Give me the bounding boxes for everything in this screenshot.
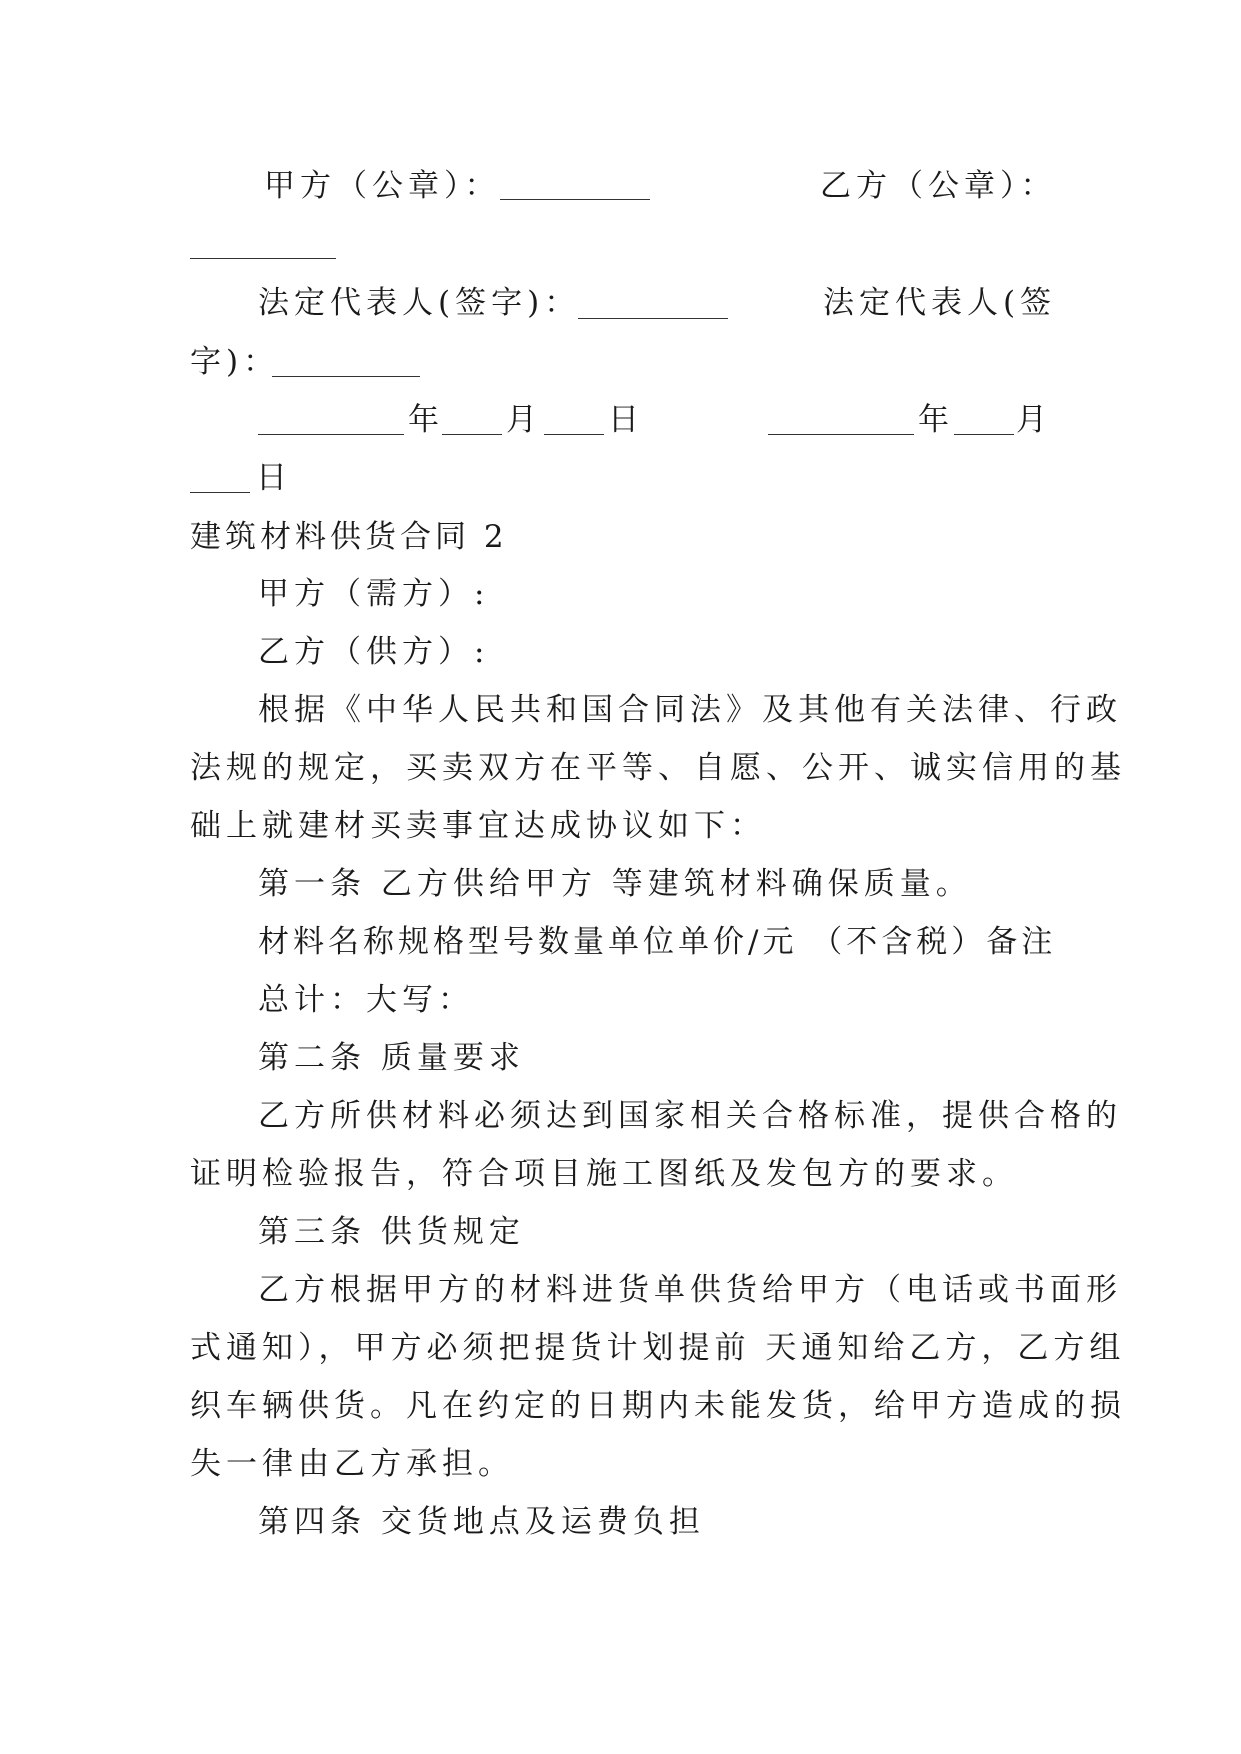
party-b-rep-label-2: 字)： (190, 344, 280, 380)
preamble-line-3: 础上就建材买卖事宜达成协议如下： (190, 808, 766, 844)
party-a-demand: 甲方（需方）: (258, 576, 490, 612)
party-b-supply: 乙方（供方）: (258, 634, 490, 670)
article-3-body-3: 织车辆供货。凡在约定的日期内未能发货，给甲方造成的损 (190, 1388, 1126, 1424)
party-a-rep-label: 法定代表人(签字)： (258, 285, 581, 321)
party-a-year-blank (258, 434, 404, 435)
party-a-rep-blank (578, 318, 728, 319)
party-a-day-label: 日 (608, 402, 644, 438)
party-a-seal-blank (500, 199, 650, 200)
article-4-heading: 第四条 交货地点及运费负担 (258, 1504, 705, 1540)
article-2-heading: 第二条 质量要求 (258, 1040, 525, 1076)
party-b-month-blank (954, 434, 1014, 435)
party-b-seal-label: 乙方（公章）： (820, 168, 1057, 204)
article-2-body-2: 证明检验报告，符合项目施工图纸及发包方的要求。 (190, 1156, 1018, 1192)
party-a-year-label: 年 (408, 402, 444, 438)
article-3-body-4: 失一律由乙方承担。 (190, 1446, 514, 1482)
article-1-heading: 第一条 乙方供给甲方 等建筑材料确保质量。 (258, 866, 972, 902)
total-line: 总计：大写： (258, 982, 474, 1018)
article-2-body-1: 乙方所供材料必须达到国家相关合格标准，提供合格的 (258, 1098, 1122, 1134)
party-b-month-label: 月 (1016, 402, 1052, 438)
article-3-body-2: 式通知），甲方必须把提货计划提前 天通知给乙方，乙方组 (190, 1330, 1126, 1366)
party-b-year-label: 年 (918, 402, 954, 438)
preamble-line-2: 法规的规定，买卖双方在平等、自愿、公开、诚实信用的基 (190, 750, 1126, 786)
party-b-year-blank (768, 434, 914, 435)
party-b-rep-label-1: 法定代表人(签 (823, 285, 1057, 321)
party-a-day-blank (544, 434, 604, 435)
party-a-seal-label: 甲方（公章）： (264, 168, 501, 204)
contract-title: 建筑材料供货合同 2 (190, 519, 508, 555)
party-b-rep-blank (272, 376, 420, 377)
article-3-body-1: 乙方根据甲方的材料进货单供货给甲方（电话或书面形 (258, 1272, 1122, 1308)
material-table-header: 材料名称规格型号数量单位单价/元 （不含税）备注 (258, 924, 1057, 960)
article-3-heading: 第三条 供货规定 (258, 1214, 525, 1250)
party-b-day-blank (190, 492, 250, 493)
party-a-month-blank (442, 434, 502, 435)
party-a-month-label: 月 (506, 402, 542, 438)
party-b-day-label: 日 (256, 460, 292, 496)
party-b-seal-blank (190, 258, 336, 259)
preamble-line-1: 根据《中华人民共和国合同法》及其他有关法律、行政 (258, 692, 1122, 728)
